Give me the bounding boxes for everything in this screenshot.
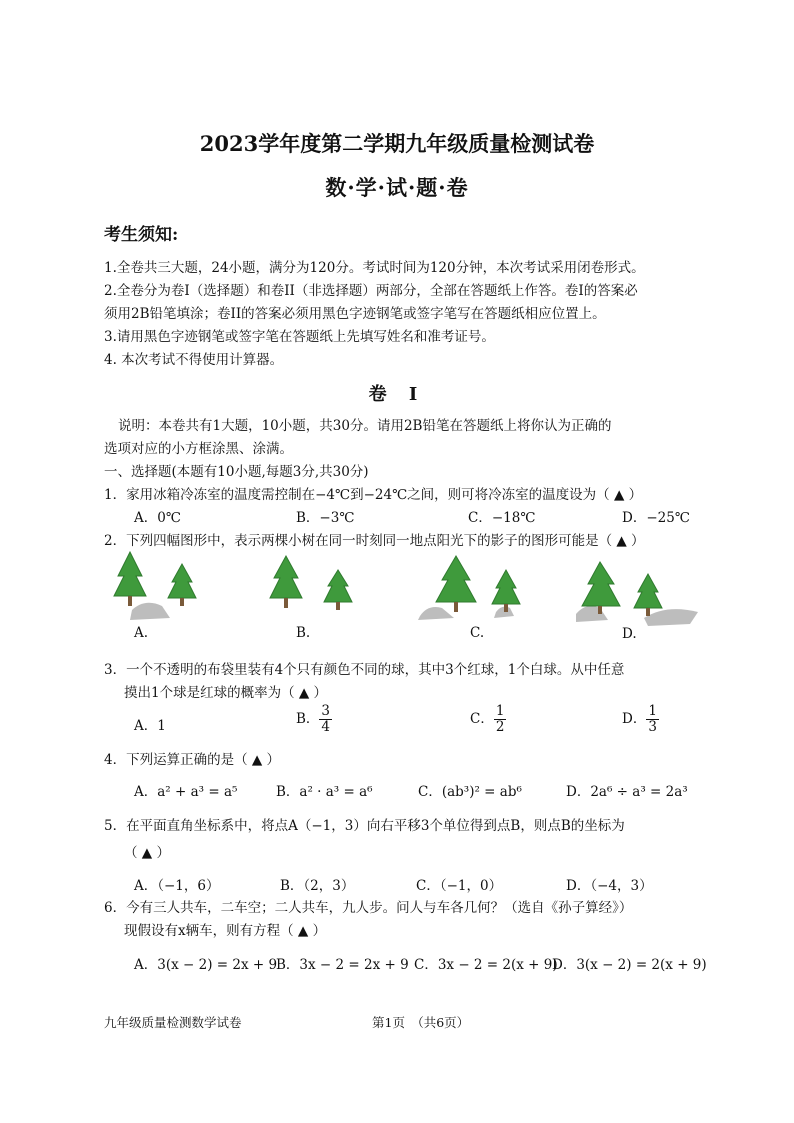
q3-stem-1: 3．一个不透明的布袋里装有4个只有颜色不同的球，其中3个红球，1个白球。从中任意 xyxy=(104,662,625,678)
notice-line-5: 4. 本次考试不得使用计算器。 xyxy=(104,352,284,368)
q4-option-b: B．a² · a³ = a⁶ xyxy=(276,784,373,800)
q2-option-c: C. xyxy=(470,625,485,641)
exam-title: 2023学年度第二学期九年级质量检测试卷 xyxy=(199,131,595,156)
q3-option-b-label: B． xyxy=(296,711,320,727)
q3-c-denominator: 2 xyxy=(495,719,505,735)
q6-stem-2: 现假设有x辆车，则有方程（ ▲ ） xyxy=(124,923,327,939)
exam-subtitle: 数·学·试·题·卷 xyxy=(325,175,469,200)
q5-option-a: A．（−1，6） xyxy=(134,878,220,894)
q3-option-c xyxy=(470,704,506,735)
q1-option-d: D．−25℃ xyxy=(622,510,690,526)
section-title: 卷 I xyxy=(368,384,426,405)
q5-option-b: B．（2，3） xyxy=(280,878,355,894)
q4-option-d: D．2a⁶ ÷ a³ = 2a³ xyxy=(566,784,688,800)
q3-stem-2: 摸出1个球是红球的概率为（ ▲ ） xyxy=(124,685,328,701)
q4-option-c: C．(ab³)² = ab⁶ xyxy=(418,784,522,800)
notice-line-1: 1.全卷共三大题，24小题，满分为120分。考试时间为120分钟，本次考试采用闭卷形式。 xyxy=(104,260,645,276)
q6-option-b: B．3x − 2 = 2x + 9 xyxy=(276,957,409,973)
q5-option-c: C．（−1，0） xyxy=(416,878,503,894)
q2-figure-b xyxy=(262,552,362,632)
q3-d-numerator: 1 xyxy=(648,703,657,719)
q3-c-numerator: 1 xyxy=(495,703,505,719)
q2-figure-d xyxy=(570,556,705,636)
footer-left: 九年级质量检测数学试卷 xyxy=(104,1015,242,1030)
q6-option-c: C．3x − 2 = 2(x + 9) xyxy=(414,957,558,973)
q3-option-d-fraction xyxy=(646,704,659,735)
q6-option-a: A．3(x − 2) = 2x + 9 xyxy=(134,957,278,973)
q3-option-b xyxy=(296,704,332,735)
q1-option-c: C．−18℃ xyxy=(468,510,536,526)
q3-option-c-label: C． xyxy=(470,711,494,727)
q6-option-d: D．3(x − 2) = 2(x + 9) xyxy=(552,957,707,973)
notice-line-4: 3.请用黑色字迹钢笔或签字笔在答题纸上先填写姓名和准考证号。 xyxy=(104,329,495,345)
q3-d-denominator: 3 xyxy=(648,719,657,735)
q4-option-a: A．a² + a³ = a⁵ xyxy=(134,784,238,800)
notice-heading: 考生须知: xyxy=(104,225,179,245)
q2-option-b: B. xyxy=(296,625,311,641)
q3-option-a: A．1 xyxy=(134,718,166,734)
q1-option-a: A．0℃ xyxy=(134,510,181,526)
q3-option-d-label: D． xyxy=(622,711,647,727)
q2-stem: 2．下列四幅图形中，表示两棵小树在同一时刻同一地点阳光下的影子的图形可能是（ ▲ ） xyxy=(104,533,645,549)
notice-line-2: 2.全卷分为卷I（选择题）和卷II（非选择题）两部分，全部在答题纸上作答。卷I的答案必 xyxy=(104,283,638,299)
q3-option-d xyxy=(622,704,659,735)
q4-stem: 4．下列运算正确的是（ ▲ ） xyxy=(104,752,281,768)
section-desc-2: 选项对应的小方框涂黑、涂满。 xyxy=(104,441,293,457)
part-heading: 一、选择题(本题有10小题,每题3分,共30分) xyxy=(104,464,369,480)
q3-b-denominator: 4 xyxy=(321,719,331,735)
q5-option-d: D．（−4，3） xyxy=(566,878,653,894)
q3-b-numerator: 3 xyxy=(321,703,331,719)
q6-stem-1: 6．今有三人共车，二车空；二人共车，九人步。问人与车各几何？（选自《孙子算经》） xyxy=(104,900,633,916)
q2-option-d: D. xyxy=(622,626,637,642)
q3-option-c-fraction xyxy=(494,704,507,735)
notice-line-3: 须用2B铅笔填涂；卷II的答案必须用黑色字迹钢笔或签字笔写在答题纸相应位置上。 xyxy=(104,306,606,322)
q5-stem-2: （ ▲ ） xyxy=(124,845,170,861)
q3-option-b-fraction xyxy=(319,704,332,735)
q2-option-a: A. xyxy=(134,625,149,641)
q2-figure-a xyxy=(110,548,210,628)
section-desc-1: 说明：本卷共有1大题，10小题，共30分。请用2B铅笔在答题纸上将你认为正确的 xyxy=(118,418,612,434)
q5-stem-1: 5．在平面直角坐标系中，将点A（−1，3）向右平移3个单位得到点B，则点B的坐标为 xyxy=(104,818,625,834)
q1-stem: 1．家用冰箱冷冻室的温度需控制在−4℃到−24℃之间，则可将冷冻室的温度设为（ ▲ ） xyxy=(104,487,643,503)
q2-figure-c xyxy=(414,552,534,632)
q1-option-b: B．−3℃ xyxy=(296,510,355,526)
footer-page: 第1页 （共6页） xyxy=(372,1015,470,1030)
